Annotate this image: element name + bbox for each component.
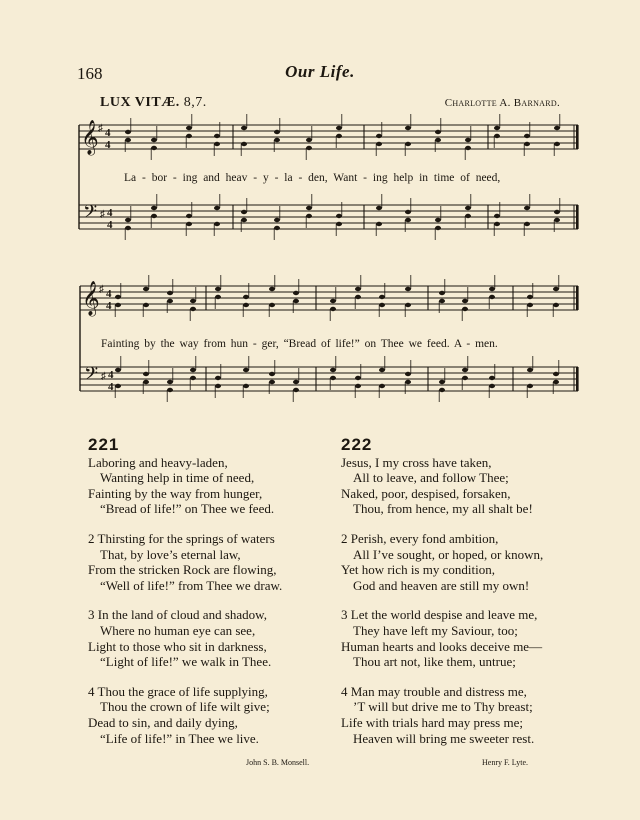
note-head <box>554 142 560 146</box>
verse-line: Dead to sin, and daily dying, <box>88 714 238 730</box>
note-head <box>494 214 500 218</box>
treble-clef-icon: 𝄞 <box>82 281 100 316</box>
note-head <box>462 368 468 372</box>
note-head <box>527 384 533 388</box>
note-head <box>330 368 336 372</box>
note-head <box>554 210 560 214</box>
note-head <box>214 134 220 138</box>
note-head <box>524 142 530 146</box>
page-number: 168 <box>77 64 103 83</box>
verse-line: Life with trials hard may press me; <box>341 714 523 730</box>
note-head <box>527 368 533 372</box>
time-signature-top: 4 <box>105 127 111 139</box>
note-head <box>186 214 192 218</box>
note-head <box>435 218 441 222</box>
note-head <box>435 226 441 230</box>
note-head <box>143 287 149 291</box>
note-head <box>405 210 411 214</box>
verse-line: Light to those who sit in darkness, <box>88 638 267 654</box>
note-head <box>151 214 157 218</box>
time-signature-bottom: 4 <box>108 381 114 393</box>
verse-line: 4 Man may trouble and distress me, <box>341 683 527 699</box>
note-head <box>435 138 441 142</box>
note-head <box>167 388 173 392</box>
note-head <box>405 303 411 307</box>
time-signature-top: 4 <box>107 207 113 219</box>
note-head <box>143 380 149 384</box>
hymn-222 <box>341 437 581 760</box>
verse-line: 2 Perish, every fond ambition, <box>341 530 499 546</box>
time-signature-bottom: 4 <box>106 300 112 312</box>
note-head <box>489 376 495 380</box>
note-head <box>243 384 249 388</box>
verse-line: Laboring and heavy-laden, <box>88 454 228 470</box>
note-head <box>435 130 441 134</box>
verse-line: Jesus, I my cross have taken, <box>341 454 492 470</box>
note-head <box>151 138 157 142</box>
note-head <box>494 222 500 226</box>
note-head <box>269 287 275 291</box>
note-head <box>143 303 149 307</box>
tune-meter: 8,7. <box>183 95 207 110</box>
note-head <box>293 388 299 392</box>
note-head <box>462 376 468 380</box>
note-head <box>125 130 131 134</box>
note-head <box>330 299 336 303</box>
time-signature-top: 4 <box>108 369 114 381</box>
verse-line: God and heaven are still my own! <box>353 577 530 593</box>
note-head <box>355 384 361 388</box>
verse-line: Thou the crown of life wilt give; <box>100 699 270 715</box>
verse-line: All I’ve sought, or hoped, or known, <box>353 546 544 562</box>
note-head <box>274 226 280 230</box>
composer-credit: Charlotte A. Barnard. <box>444 97 560 109</box>
note-head <box>190 368 196 372</box>
note-head <box>214 142 220 146</box>
note-head <box>489 295 495 299</box>
verse-line: “Light of life!” we walk in Thee. <box>100 654 272 670</box>
note-head <box>125 218 131 222</box>
note-head <box>524 134 530 138</box>
verse-line: 4 Thou the grace of life supplying, <box>88 683 268 699</box>
note-head <box>269 303 275 307</box>
key-signature-sharp-icon: ♯ <box>101 371 106 382</box>
note-head <box>274 138 280 142</box>
final-bar-line <box>576 286 579 310</box>
note-head <box>439 291 445 295</box>
note-head <box>524 206 530 210</box>
note-head <box>167 291 173 295</box>
note-head <box>269 372 275 376</box>
note-head <box>274 218 280 222</box>
note-head <box>405 287 411 291</box>
note-head <box>553 380 559 384</box>
key-signature-sharp-icon: ♯ <box>100 209 105 220</box>
verse-line: Thou, from hence, my all shalt be! <box>353 501 533 517</box>
note-head <box>405 380 411 384</box>
lyric-line-2: Fainting by the way from hun - ger, “Bread of life!” on Thee we feed. A - men. <box>101 338 498 350</box>
note-head <box>190 307 196 311</box>
note-head <box>190 376 196 380</box>
note-head <box>376 222 382 226</box>
hymn-number: 222 <box>341 435 373 454</box>
lyric-line-1: La - bor - ing and heav - y - la - den, Want - ing help in time of need, <box>124 172 501 184</box>
note-head <box>379 368 385 372</box>
note-head <box>241 142 247 146</box>
note-head <box>465 206 471 210</box>
note-head <box>494 134 500 138</box>
note-head <box>306 138 312 142</box>
note-head <box>243 368 249 372</box>
note-head <box>527 303 533 307</box>
note-head <box>274 130 280 134</box>
note-head <box>553 372 559 376</box>
note-head <box>241 126 247 130</box>
note-head <box>465 138 471 142</box>
verse-line: Naked, poor, despised, forsaken, <box>341 485 511 501</box>
note-head <box>190 299 196 303</box>
note-head <box>241 218 247 222</box>
stanza <box>341 607 581 669</box>
note-head <box>439 388 445 392</box>
note-head <box>125 138 131 142</box>
hymn-number: 221 <box>88 435 120 454</box>
note-head <box>293 299 299 303</box>
final-bar-line <box>576 367 579 391</box>
note-head <box>241 210 247 214</box>
author-credit: Henry F. Lyte. <box>482 758 529 767</box>
stanza <box>341 531 581 593</box>
key-signature-sharp-icon: ♯ <box>98 123 103 134</box>
note-head <box>439 380 445 384</box>
note-head <box>115 368 121 372</box>
verse-line: They have left my Saviour, too; <box>353 622 518 638</box>
note-head <box>336 222 342 226</box>
author-credit: John S. B. Monsell. <box>246 758 310 767</box>
note-head <box>439 299 445 303</box>
bass-clef-icon: 𝄢 <box>84 364 99 389</box>
note-head <box>524 222 530 226</box>
note-head <box>215 287 221 291</box>
verse-line: Where no human eye can see, <box>100 622 256 638</box>
note-head <box>214 222 220 226</box>
note-head <box>293 291 299 295</box>
note-head <box>243 295 249 299</box>
verse-line: Thou art not, like them, untrue; <box>353 654 516 670</box>
note-head <box>330 376 336 380</box>
verse-line: “Life of life!” in Thee we live. <box>100 730 259 746</box>
note-head <box>306 214 312 218</box>
bass-clef-icon: 𝄢 <box>83 202 98 227</box>
note-head <box>379 295 385 299</box>
stanza <box>88 607 328 669</box>
stanza <box>341 455 581 517</box>
note-head <box>186 134 192 138</box>
note-head <box>489 287 495 291</box>
note-head <box>465 214 471 218</box>
verse-line: “Well of life!” from Thee we draw. <box>100 577 283 593</box>
verse-line: All to leave, and follow Thee; <box>353 470 509 486</box>
note-head <box>553 287 559 291</box>
note-head <box>405 126 411 130</box>
verse-line: Wanting help in time of need, <box>100 470 255 486</box>
final-bar-line <box>576 205 579 229</box>
note-head <box>293 380 299 384</box>
note-head <box>355 295 361 299</box>
time-signature-bottom: 4 <box>105 139 111 151</box>
note-head <box>215 295 221 299</box>
treble-clef-icon: 𝄞 <box>81 120 99 155</box>
note-head <box>376 206 382 210</box>
stanza <box>341 684 581 746</box>
note-head <box>167 299 173 303</box>
note-head <box>462 307 468 311</box>
stanza <box>88 455 328 517</box>
note-head <box>330 307 336 311</box>
note-head <box>376 134 382 138</box>
note-head <box>336 134 342 138</box>
note-head <box>269 380 275 384</box>
verse-line: “Bread of life!” on Thee we feed. <box>100 501 275 517</box>
note-head <box>554 126 560 130</box>
note-head <box>151 206 157 210</box>
running-title: Our Life. <box>285 62 355 81</box>
note-head <box>554 218 560 222</box>
stanza <box>88 684 328 746</box>
verse-line: From the stricken Rock are flowing, <box>88 562 277 578</box>
note-head <box>553 303 559 307</box>
note-head <box>186 222 192 226</box>
time-signature-top: 4 <box>106 288 112 300</box>
note-head <box>215 376 221 380</box>
note-head <box>167 380 173 384</box>
hymn-221 <box>88 437 328 760</box>
verse-line: ’T will but drive me to Thy breast; <box>353 699 533 715</box>
note-head <box>115 303 121 307</box>
note-head <box>465 146 471 150</box>
note-head <box>376 142 382 146</box>
note-head <box>214 206 220 210</box>
note-head <box>143 372 149 376</box>
key-signature-sharp-icon: ♯ <box>99 284 104 295</box>
note-head <box>115 384 121 388</box>
note-head <box>379 303 385 307</box>
note-head <box>527 295 533 299</box>
time-signature-bottom: 4 <box>107 219 113 231</box>
verse-line: 3 Let the world despise and leave me, <box>341 607 538 623</box>
note-head <box>405 142 411 146</box>
note-head <box>494 126 500 130</box>
note-head <box>115 295 121 299</box>
verse-line: That, by love’s eternal law, <box>100 546 241 562</box>
note-head <box>306 206 312 210</box>
verse-line: Human hearts and looks deceive me— <box>341 638 543 654</box>
tune-name: LUX VITÆ. <box>100 95 180 110</box>
note-head <box>151 146 157 150</box>
note-head <box>489 384 495 388</box>
note-head <box>462 299 468 303</box>
note-head <box>405 218 411 222</box>
verse-line: Heaven will bring me sweeter rest. <box>353 730 535 746</box>
note-head <box>125 226 131 230</box>
note-head <box>405 372 411 376</box>
note-head <box>306 146 312 150</box>
note-head <box>355 287 361 291</box>
verse-line: 3 In the land of cloud and shadow, <box>88 607 267 623</box>
note-head <box>336 214 342 218</box>
stanza <box>88 531 328 593</box>
final-bar-line <box>576 125 579 149</box>
note-head <box>336 126 342 130</box>
note-head <box>243 303 249 307</box>
verse-line: 2 Thirsting for the springs of waters <box>88 530 275 546</box>
note-head <box>215 384 221 388</box>
note-head <box>186 126 192 130</box>
note-head <box>355 376 361 380</box>
verse-line: Fainting by the way from hunger, <box>88 485 263 501</box>
note-head <box>379 384 385 388</box>
verse-line: Yet how rich is my condition, <box>341 562 495 578</box>
